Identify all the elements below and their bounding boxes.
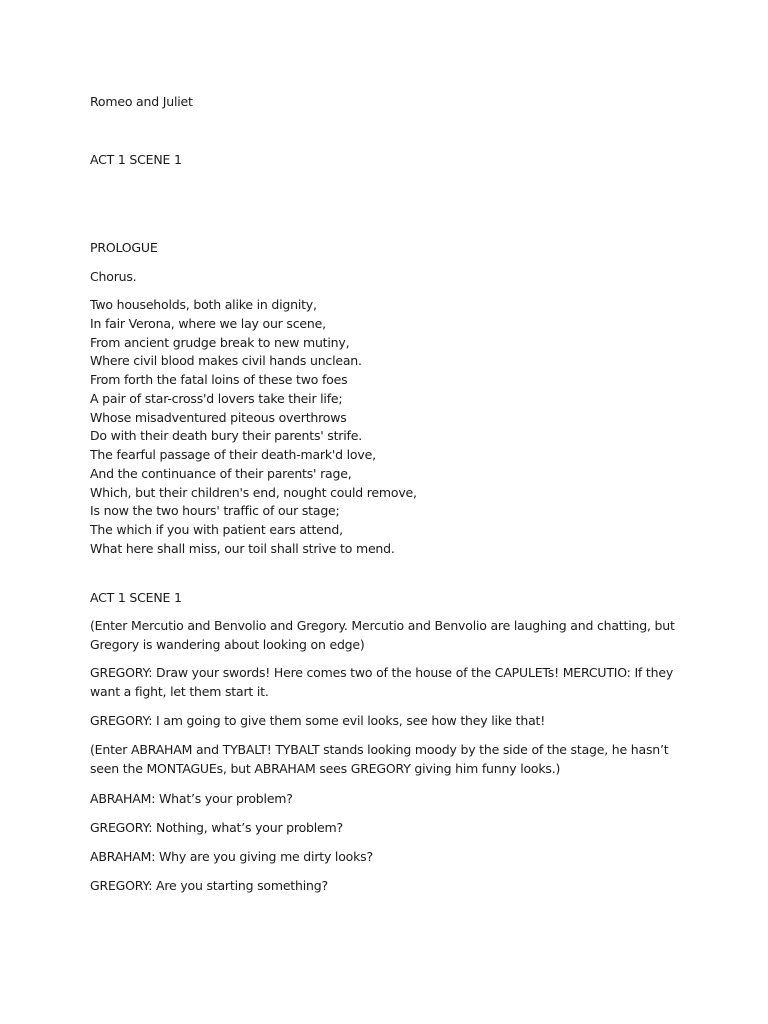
verse-line: And the continuance of their parents' rage, [90,465,352,481]
verse-line: From forth the fatal loins of these two foes [90,372,348,387]
verse-line: Which, but their children's end, nought could remove, [90,484,417,500]
verse-line: Is now the two hours' traffic of our stage; [90,503,340,519]
dialogue-paragraph: GREGORY: Are you starting something? [90,878,328,893]
stage-direction: (Enter Mercutio and Benvolio and Gregory. Mercutio and Benvolio are laughing and chatting, but Gregory is wandering about looking on edge) [90,618,675,652]
verse-line: In fair Verona, where we lay our scene, [90,315,326,331]
document-page [90,0,690,1024]
verse-line: Do with their death bury their parents' strife. [90,428,362,444]
dialogue-paragraph: ABRAHAM: What’s your problem? [90,791,293,806]
stage-direction: (Enter ABRAHAM and TYBALT! TYBALT stands looking moody by the side of the stage, he hasn’t seen the MONTAGUEs, but ABRAHAM sees GREGORY giving him funny looks.) [90,742,669,776]
dialogue-paragraph: GREGORY: I am going to give them some evil looks, see how they like that! [90,713,546,728]
dialogue-paragraph: GREGORY: Nothing, what’s your problem? [90,820,343,835]
verse-line: Where civil blood makes civil hands unclean. [90,353,362,369]
prologue-verse [90,296,417,559]
verse-line: Whose misadventured piteous overthrows [90,409,347,425]
verse-line: From ancient grudge break to new mutiny, [90,334,350,350]
dialogue-paragraph: ABRAHAM: Why are you giving me dirty looks? [90,849,373,864]
verse-line: Two households, both alike in dignity, [90,297,317,312]
act-heading: ACT 1 SCENE 1 [90,152,182,167]
prologue-heading: PROLOGUE [90,240,158,255]
chorus-label: Chorus. [90,269,137,284]
act-heading-second: ACT 1 SCENE 1 [90,590,182,605]
verse-line: What here shall miss, our toil shall strive to mend. [90,540,395,556]
verse-line: A pair of star-cross'd lovers take their life; [90,390,343,406]
verse-line: The fearful passage of their death-mark'd love, [90,447,376,462]
document-title: Romeo and Juliet [90,94,193,109]
verse-line: The which if you with patient ears attend, [90,522,343,537]
dialogue-paragraph: GREGORY: Draw your swords! Here comes two of the house of the CAPULETs! MERCUTIO: If they want a fight, let them start it. [90,665,674,699]
